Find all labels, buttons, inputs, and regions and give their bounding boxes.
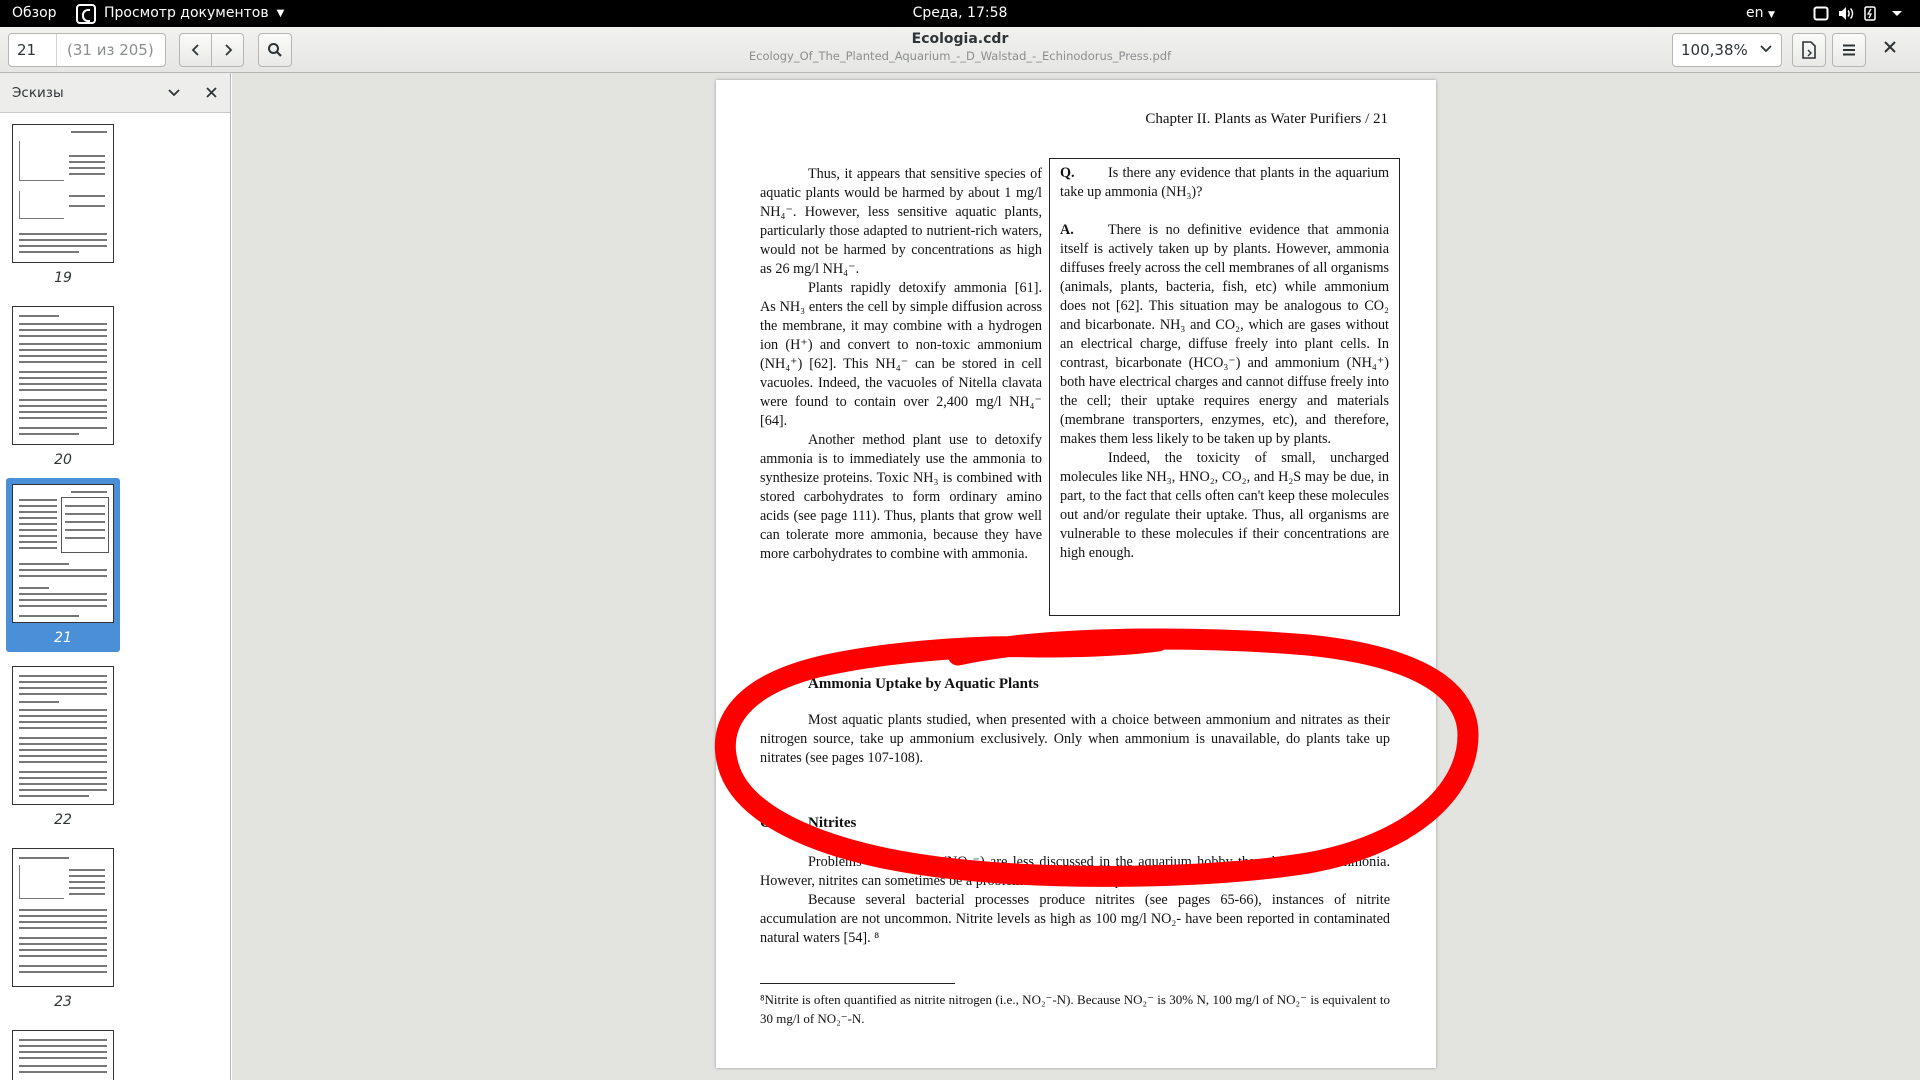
thumbnail-page-24[interactable] [6,1024,120,1080]
menu-button[interactable] [1832,33,1866,67]
section-title: Nitrites [808,815,857,831]
answer-text-continued: Indeed, the toxicity of small, uncharged molecules like NH₃, HNO₂, CO₂, and H₂S may be due, in part, to the fact that cells often can't keep these molecules out and/or regulate their uptake. Thus, all organisms are vulnerable to these molecules if their concentrations are high enough. [1060,450,1389,561]
section-3-body [760,711,1390,768]
chevron-right-icon [222,43,234,57]
app-menu[interactable] [76,0,284,27]
close-window-button[interactable] [1883,40,1903,60]
chevron-down-icon: ▼ [1767,10,1775,20]
left-column [760,165,1042,564]
thumbnail-image [12,848,114,987]
thumbnail-label: 23 [54,994,72,1010]
thumbnail-page-20[interactable] [6,300,120,474]
document-viewer-icon [76,4,96,24]
paragraph: Thus, it appears that sensitive species of aquatic plants would be harmed by about 1 mg/l NH₄⁻. However, less sensitive aquatic plants, particularly those adapted to nutrient-rich waters, would not be harmed by concentrations as high as 26 mg/l NH₄⁻. [760,166,1042,277]
thumbnail-image [12,306,114,445]
document-page-icon [1801,41,1817,59]
thumbnail-image [12,666,114,805]
chevron-down-icon [1759,41,1773,57]
answer-label: A. [1060,222,1074,238]
close-icon [1883,40,1897,54]
sidebar-title: Эскизы [12,85,64,101]
paragraph: Problems with nitrites (NO₂⁻) are less discussed in the aquarium hobby than those with ammonia. However, nitrites can sometimes be a problem in freshwater aquariums. [760,854,1390,889]
chevron-down-icon: ▼ [276,8,285,19]
volume-icon[interactable] [1838,6,1854,21]
thumbnail-page-22[interactable] [6,660,120,834]
paragraph: Because several bacterial processes produce nitrites (see pages 65-66), instances of nitrite accumulation are not uncommon. Nitrite levels as high as 100 mg/l NO₂- have been reported in contaminated natural waters [54]. ⁸ [760,892,1390,946]
section-c-body [760,853,1390,948]
paragraph: Plants rapidly detoxify ammonia [61]. As NH₃ enters the cell by simple diffusion across the membrane, it may combine with a hydrogen ion (H⁺) and convert to non-toxic ammonium (NH₄⁺) [62]. This NH₄⁻ can be stored in cell vacuoles. Indeed, the vacuoles of Nitella clavata were found to contain over 2,400 mg/l NH₄⁻ [64]. [760,280,1042,429]
top-bar [0,0,1920,27]
thumbnail-image [12,1030,114,1080]
page-number-input[interactable] [9,34,57,66]
section-title: Ammonia Uptake by Aquatic Plants [808,676,1039,692]
paragraph: Another method plant use to detoxify ammonia is to immediately use the ammonia to synthesize proteins. Toxic NH₃ is combined with stored carbohydrates to form ordinary amino acids (see page 111). Thus, plants that grow well can tolerate more ammonia, because they have more carbohydrates to combine with ammonia. [760,432,1042,562]
question-text: Is there any evidence that plants in the aquarium take up ammonia (NH₃)? [1060,165,1389,200]
running-head: Chapter II. Plants as Water Purifiers / 21 [1145,111,1388,127]
header-bar [0,27,1920,73]
zoom-level: 100,38% [1681,41,1748,59]
page-view-button[interactable] [1792,33,1826,67]
document-page [716,80,1436,1068]
footnote-divider [760,983,955,984]
question-label: Q. [1060,165,1075,181]
answer-text: There is no definitive evidence that ammonia itself is actively taken up by plants. However, ammonia diffuses freely across the cell membranes of all organisms (animals, plants, bacteria, fish, etc) while ammonium does not [62]. This situation may be analogous to CO₂ and bicarbonate. NH₃ and CO₂, which are gases without an electrical charge, diffuse freely into plant cells. In contrast, bicarbonate (HCO₃⁻) and ammonium (NH₄⁺) both have electrical charges and cannot diffuse freely into the cell; their uptake requires energy and materials (membrane transporters, enzymes, etc), and therefore, makes them less likely to be taken up by plants. [1060,222,1389,447]
paragraph: Most aquatic plants studied, when presented with a choice between ammonium and nitrates as their nitrogen source, take up ammonium exclusively. Only when ammonium is unavailable, do plants take up nitrates (see pages 107-108). [760,712,1390,766]
battery-icon[interactable] [1862,6,1878,21]
section-number: 3. [760,676,772,692]
page-count-label: (31 из 205) [67,41,154,59]
thumbnail-page-19[interactable] [6,118,120,292]
hamburger-menu-icon [1842,44,1856,56]
document-view[interactable] [232,73,1920,1080]
section-3-heading [760,676,1039,693]
previous-page-button[interactable] [179,33,212,67]
footnote: ⁸Nitrite is often quantified as nitrite nitrogen (i.e., NO₂⁻-N). Because NO₂⁻ is 30% N, 100 mg/l of NO₂⁻ is equivalent to 30 mg/l of NO₂⁻-N. [760,992,1390,1026]
activities-button[interactable]: Обзор [12,5,57,21]
thumbnail-page-21[interactable] [6,478,120,652]
section-number: C. [760,815,775,831]
app-name: Просмотр документов [104,5,269,21]
chevron-left-icon [190,43,202,57]
thumbnail-page-23[interactable] [6,842,120,1016]
thumbnail-label: 22 [54,812,72,828]
sidebar-header [0,73,230,113]
thumbnail-label: 19 [54,270,72,286]
clock[interactable]: Среда, 17:58 [912,5,1008,21]
power-menu-chevron-icon[interactable] [1889,6,1905,21]
thumbnail-image [12,484,114,623]
window-icon[interactable] [1813,6,1829,21]
thumbnail-label: 21 [54,630,72,646]
language-label: en [1746,5,1764,21]
page-selector [8,33,166,67]
next-page-button[interactable] [211,33,244,67]
close-icon[interactable] [206,87,217,98]
zoom-selector[interactable] [1672,33,1782,67]
document-title: Ecologia.cdr [911,31,1009,47]
search-button[interactable] [258,33,292,67]
qa-sidebar-box [1049,158,1400,616]
thumbnail-image [12,124,114,263]
thumbnails-sidebar [0,73,231,1080]
document-filename: Ecology_Of_The_Planted_Aquarium_-_D_Walstad_-_Echinodorus_Press.pdf [748,49,1172,63]
language-indicator[interactable] [1746,0,1775,27]
section-c-heading [760,815,856,832]
search-icon [267,42,283,58]
chevron-down-icon[interactable] [168,87,180,99]
thumbnail-label: 20 [54,452,72,468]
